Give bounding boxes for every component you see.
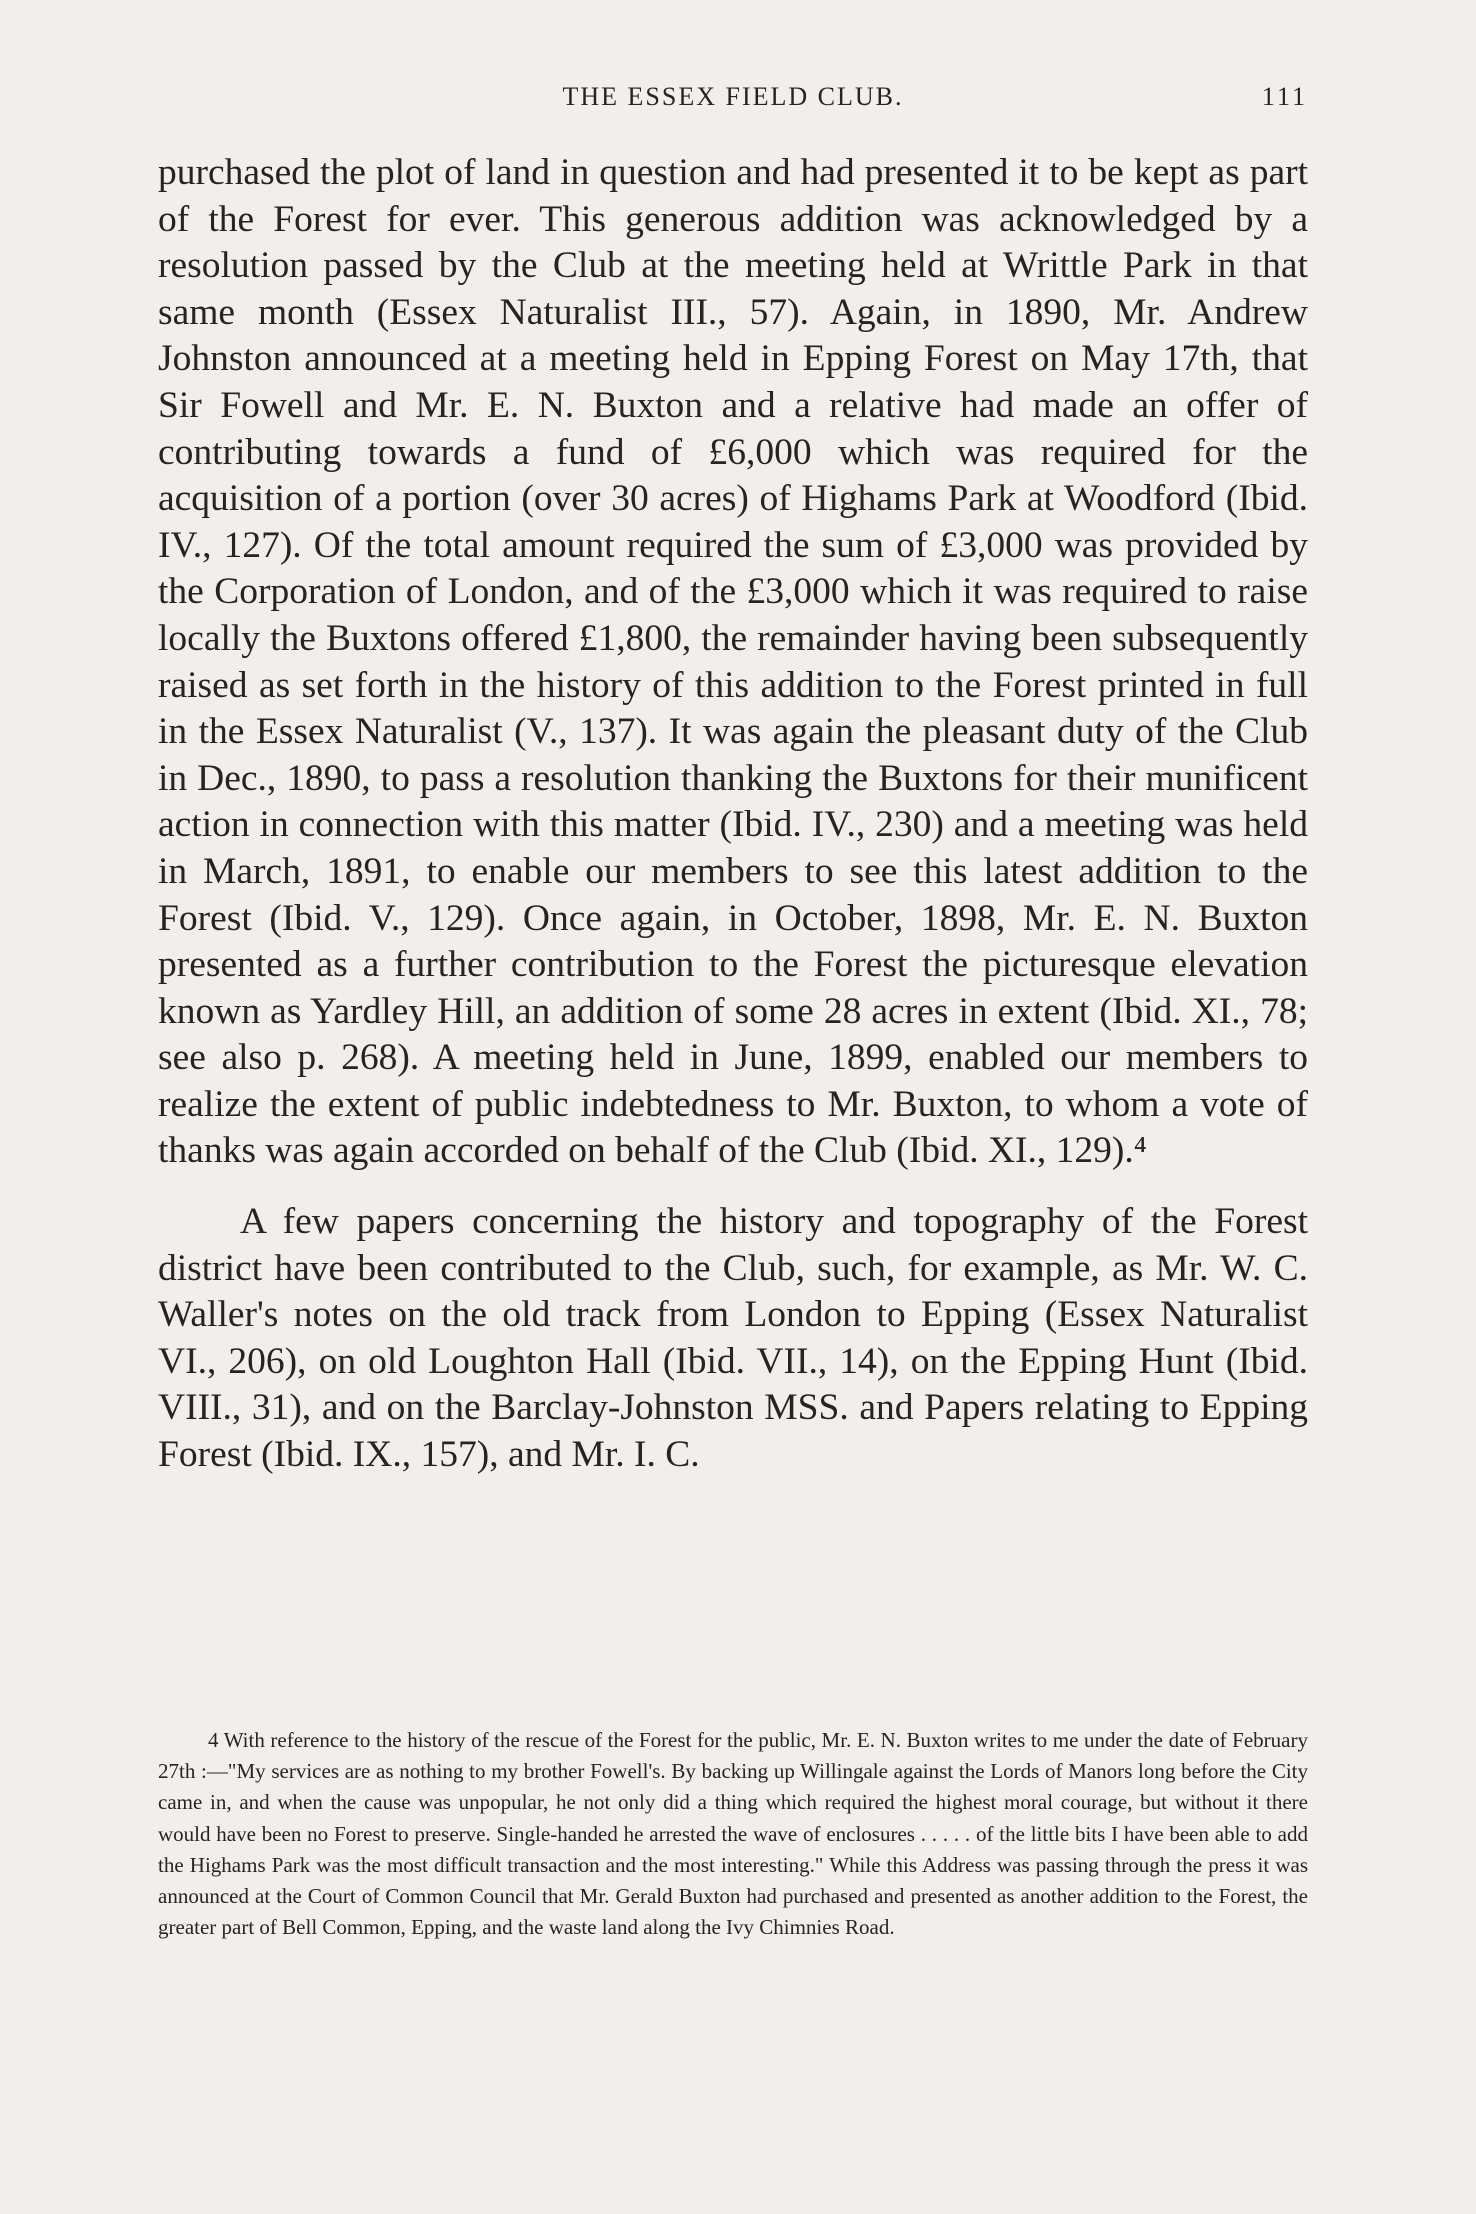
footnote-4: 4 With reference to the history of the rescue of the Forest for the public, Mr. E. N. Buxton writes to me under the date of February 27th :—"My services are as nothing to my brother Fowell's. By backing up Willingale against the Lords of Manors long before the City came in, and when the cause was unpopular, he not only did a thing which required the highest moral courage, but without it there would have been no Forest to preserve. Single-handed he arrested the wave of enclosures . . . . . of the little bits I have been able to add the Highams Park was the most difficult transaction and the most interesting." While this Address was passing through the press it was announced at the Court of Common Council that Mr. Gerald Buxton had purchased and presented as another addition to the Forest, the greater part of Bell Common, Epping, and the waste land along the Ivy Chimnies Road. [158,1728,1308,1940]
body-text [158,150,1308,1479]
footnotes [158,1725,1308,1943]
body-paragraph-1: purchased the plot of land in question and had presented it to be kept as part of the Forest for ever. This generous addition was acknowledged by a resolution passed by the Club at the meeting held at Writtle Park in that same month (Essex Naturalist III., 57). Again, in 1890, Mr. Andrew Johnston announced at a meeting held in Epping Forest on May 17th, that Sir Fowell and Mr. E. N. Buxton and a relative had made an offer of contributing towards a fund of £6,000 which was required for the acquisition of a portion (over 30 acres) of Highams Park at Woodford (Ibid. IV., 127). Of the total amount required the sum of £3,000 was provided by the Corporation of London, and of the £3,000 which it was required to raise locally the Buxtons offered £1,800, the remainder having been subsequently raised as set forth in the history of this addition to the Forest printed in full in the Essex Naturalist (V., 137). It was again the pleasant duty of the Club in Dec., 1890, to pass a resolution thanking the Buxtons for their munificent action in connection with this matter (Ibid. IV., 230) and a meeting was held in March, 1891, to enable our members to see this latest addition to the Forest (Ibid. V., 129). Once again, in October, 1898, Mr. E. N. Buxton presented as a further contribution to the Forest the picturesque elevation known as Yardley Hill, an addition of some 28 acres in extent (Ibid. XI., 78; see also p. 268). A meeting held in June, 1899, enabled our members to realize the extent of public indebtedness to Mr. Buxton, to whom a vote of thanks was again accorded on behalf of the Club (Ibid. XI., 129).⁴ [158,152,1308,1172]
document-page [158,0,1308,2214]
running-title: THE ESSEX FIELD CLUB. [562,82,904,111]
running-head [158,82,1308,122]
body-paragraph-2: A few papers concerning the history and topography of the Forest district have been contributed to the Club, such, for example, as Mr. W. C. Waller's notes on the old track from London to Epping (Essex Naturalist VI., 206), on old Loughton Hall (Ibid. VII., 14), on the Epping Hunt (Ibid. VIII., 31), and on the Barclay-Johnston MSS. and Papers relating to Epping Forest (Ibid. IX., 157), and Mr. I. C. [158,1201,1308,1476]
page-number: 111 [1261,82,1308,111]
